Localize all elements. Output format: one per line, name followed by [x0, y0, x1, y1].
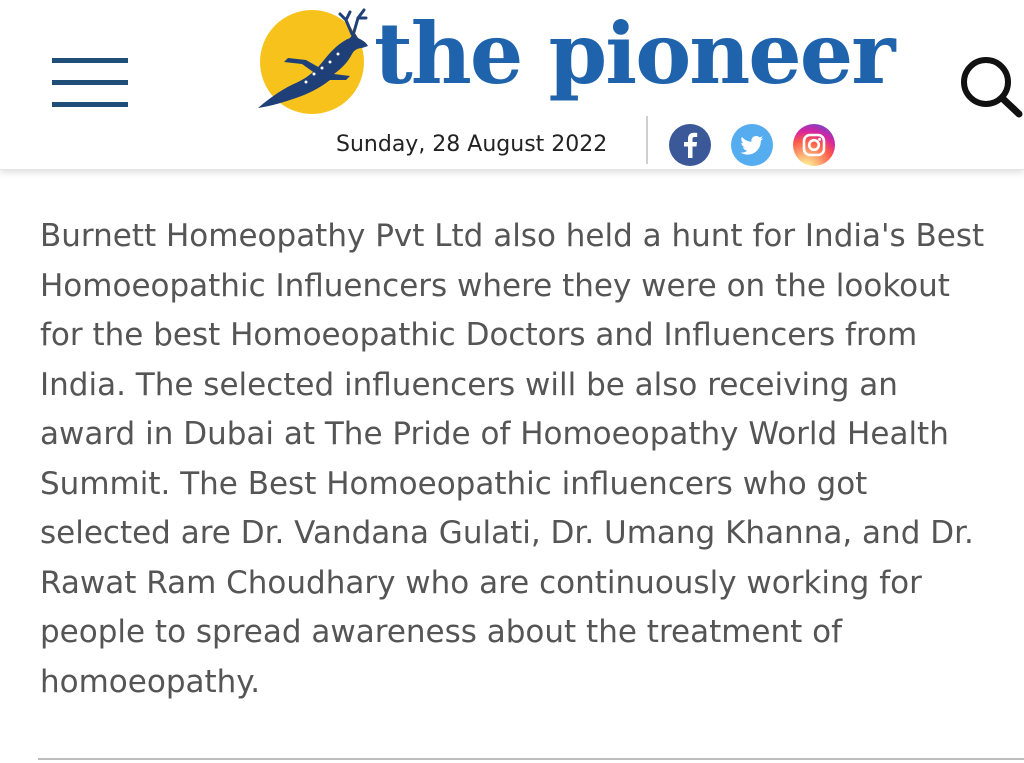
site-logo[interactable] [254, 4, 894, 116]
facebook-icon[interactable] [669, 124, 711, 166]
twitter-icon[interactable] [731, 124, 773, 166]
header-divider [646, 116, 648, 164]
site-header [0, 0, 1024, 170]
article-paragraph: Burnett Homeopathy Pvt Ltd also held a hunt for India's Best Homoeopathic Influencers where they were on the lookout for the best Homoeopathic Doctors and Influencers from India. The selected influencers will be also receiving an award in Dubai at The Pride of Homoeopathy World Health Summit. The Best Homoeopathic influencers who got selected are Dr. Vandana Gulati, Dr. Umang Khanna, and Dr. Rawat Ram Choudhary who are continuously working for people to spread awareness about the treatment of homoeopathy. [40, 218, 985, 700]
instagram-icon[interactable] [793, 124, 835, 166]
content-divider [38, 758, 1024, 760]
current-date: Sunday, 28 August 2022 [336, 132, 608, 157]
search-icon[interactable] [956, 54, 1024, 118]
logo-wordmark: the pioneer [374, 4, 894, 103]
menu-line [52, 102, 128, 107]
menu-line [52, 58, 128, 63]
leaping-deer-sun-logo [254, 4, 374, 116]
menu-line [52, 80, 128, 85]
hamburger-menu-icon[interactable] [50, 56, 130, 112]
